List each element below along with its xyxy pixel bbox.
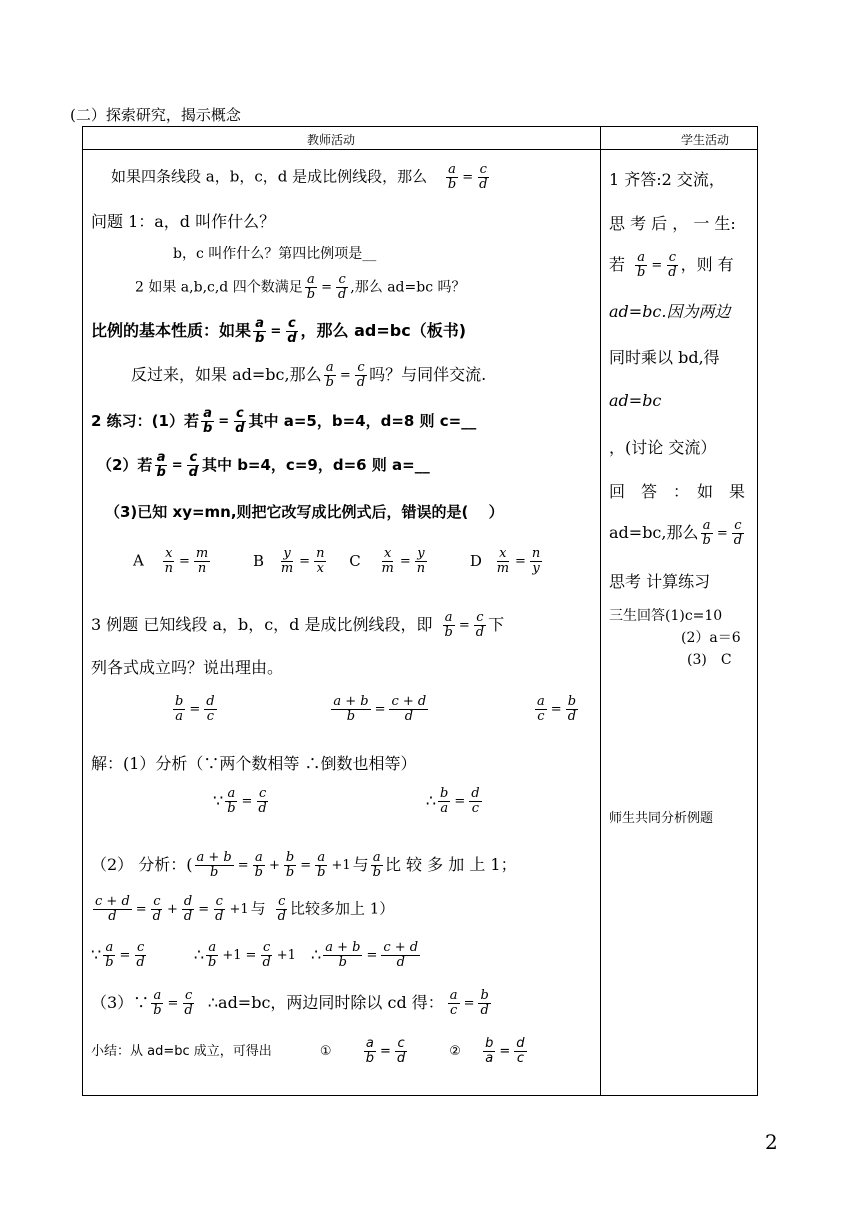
fraction: $\frac{y}{m}$ xyxy=(280,546,294,576)
fraction: $\frac{c + d}{d}$ xyxy=(391,694,427,724)
fraction: $\frac{a + b}{b}$ xyxy=(325,940,361,970)
fraction: $\frac{c}{d}$ xyxy=(262,940,271,970)
exercise-2: （2）若 $\frac{a}{b}$ = $\frac{c}{d}$ 其中 b=4，c=9，d=6 则 a=__ xyxy=(97,450,430,480)
fraction: $\frac{c}{d}$ xyxy=(287,316,297,346)
fraction: $\frac{b}{b}$ xyxy=(285,850,295,880)
fraction: $\frac{b}{a}$ xyxy=(485,1036,494,1066)
fraction: $\frac{n}{x}$ xyxy=(316,546,325,576)
fraction: $\frac{c}{d}$ xyxy=(152,894,161,924)
student-line-10: 思考 计算练习 xyxy=(609,572,711,591)
fraction: $\frac{c}{d}$ xyxy=(668,250,677,280)
student-line-9: ad=bc,那么 $\frac{a}{b}$ = $\frac{c}{d}$ xyxy=(609,518,743,548)
student-line-11: 三生回答(1)c=10 xyxy=(609,608,723,624)
question-2: 2 如果 a,b,c,d 四个数满足 $\frac{a}{b}$ = $\frac{c}{d}$ ,那么 ad=bc 吗？ xyxy=(135,272,466,302)
table-header xyxy=(83,127,757,150)
fraction: $\frac{a}{b}$ xyxy=(306,272,316,302)
fraction: $\frac{b}{d}$ xyxy=(480,988,489,1018)
fraction: $\frac{a}{b}$ xyxy=(365,1036,374,1066)
fraction: $\frac{a}{b}$ xyxy=(702,518,711,548)
fraction: $\frac{d}{c}$ xyxy=(206,694,215,724)
fraction: $\frac{a}{b}$ xyxy=(105,940,114,970)
fraction: $\frac{a}{b}$ xyxy=(317,850,326,880)
column-divider xyxy=(600,127,601,1095)
option-a-label: A xyxy=(133,551,144,570)
fraction: $\frac{a}{b}$ xyxy=(444,610,453,640)
solution-1: 解：(1）分析（∵两个数相等 ∴倒数也相等） xyxy=(91,754,417,773)
page-number: 2 xyxy=(765,1130,778,1154)
header-teacher: 教师活动 xyxy=(307,133,356,147)
solution-3: （3）∵ $\frac{a}{b}$ = $\frac{c}{d}$ ∴ad=bc，两边同时除以 cd 得： $\frac{a}{c}$ = $\frac{b}{d}$ xyxy=(91,988,489,1018)
solution-2b: $\frac{c + d}{d}$ = $\frac{c}{d}$ + $\frac{d}{d}$ = $\frac{c}{d}$ +1 与 $\frac{c}{d}$ 比较多加上 1） xyxy=(95,894,395,924)
fraction: $\frac{x}{m}$ xyxy=(381,546,394,576)
fraction: $\frac{c}{d}$ xyxy=(235,406,245,436)
fraction: $\frac{c}{d}$ xyxy=(277,894,286,924)
student-line-7: ，(讨论 交流） xyxy=(609,438,717,457)
fraction: $\frac{c}{d}$ xyxy=(184,988,193,1018)
fraction: $\frac{c}{d}$ xyxy=(396,1036,406,1066)
fraction: $\frac{a}{b}$ xyxy=(255,316,265,346)
option-d-label: D xyxy=(469,551,482,570)
converse-line: 反过来，如果 ad=bc,那么 $\frac{a}{b}$ = $\frac{c}{d}$ 吗？与同伴交流. xyxy=(131,360,487,390)
fraction: $\frac{b}{d}$ xyxy=(567,694,577,724)
fraction: $\frac{b}{a}$ xyxy=(175,694,184,724)
fraction: $\frac{d}{d}$ xyxy=(183,894,193,924)
question-1b: b，c 叫作什么？第四比例项是__ xyxy=(173,246,377,262)
option-c-label: C xyxy=(349,551,361,570)
fraction: $\frac{c}{d}$ xyxy=(337,272,347,302)
fraction: $\frac{d}{c}$ xyxy=(471,786,480,816)
fraction: $\frac{a}{b}$ xyxy=(372,850,381,880)
fraction: $\frac{a}{b}$ xyxy=(254,850,263,880)
fraction: $\frac{c}{d}$ xyxy=(356,360,366,390)
fraction: $\frac{a + b}{b}$ xyxy=(196,850,232,880)
fraction: $\frac{a}{b}$ xyxy=(447,162,457,192)
fraction: $\frac{y}{n}$ xyxy=(416,546,426,576)
fraction: $\frac{c}{d}$ xyxy=(475,610,485,640)
fraction: $\frac{n}{y}$ xyxy=(531,546,541,576)
student-line-3: 若 $\frac{a}{b}$ = $\frac{c}{d}$ ，则 有 xyxy=(609,250,734,280)
student-line-14: 师生共同分析例题 xyxy=(609,811,714,826)
fraction: $\frac{c + d}{d}$ xyxy=(383,940,419,970)
fraction: $\frac{c}{d}$ xyxy=(258,786,267,816)
student-line-5: 同时乘以 bd,得 xyxy=(609,348,720,367)
student-line-2: 思 考 后 ， 一 生: xyxy=(609,214,736,233)
student-line-13: (3) C xyxy=(687,652,732,668)
student-line-6: ad=bc xyxy=(609,391,662,410)
section-title: (二）探索研究，揭示概念 xyxy=(70,106,241,124)
fraction: $\frac{a}{b}$ xyxy=(156,450,166,480)
student-line-1: 1 齐答:2 交流， xyxy=(609,170,725,189)
fraction: $\frac{a}{b}$ xyxy=(637,250,646,280)
options-row: A $\frac{x}{n}$ = $\frac{m}{n}$ B $\frac{y}{m}$ = $\frac{n}{x}$ C $\frac{x}{m}$ = $\frac{y}{n}$ D $\frac{x}{m}$ = $\frac{n}{y}$ xyxy=(133,546,541,576)
exercise-1: 2 练习：(1）若 $\frac{a}{b}$ = $\frac{c}{d}$ 其中 a=5，b=4，d=8 则 c=__ xyxy=(91,406,477,436)
fraction: $\frac{a}{c}$ xyxy=(449,988,458,1018)
option-b-label: B xyxy=(253,551,265,570)
fraction: $\frac{b}{a}$ xyxy=(440,786,449,816)
lesson-table xyxy=(82,126,758,1096)
example-formulas: $\frac{b}{a}$ = $\frac{d}{c}$ $\frac{a + b}{b}$ = $\frac{c + d}{d}$ $\frac{a}{c}$ = $\frac{b}{d}$ xyxy=(175,694,577,724)
student-line-12: (2）a＝6 xyxy=(681,630,741,646)
exercise-3: （3)已知 xy=mn,则把它改写成比例式后，错误的是( ） xyxy=(105,503,504,521)
fraction: $\frac{x}{m}$ xyxy=(496,546,510,576)
question-1: 问题 1：a，d 叫作什么？ xyxy=(91,212,276,231)
fraction: $\frac{c}{d}$ xyxy=(136,940,145,970)
solution-2: （2） 分析：( $\frac{a + b}{b}$ = $\frac{a}{b}$ + $\frac{b}{b}$ = $\frac{a}{b}$ +1 与 $\frac{a}{b}$ 比 较 多 加 上 1； xyxy=(91,850,517,880)
example-line-2: 列各式成立吗？说出理由。 xyxy=(91,658,284,677)
fraction: $\frac{c}{d}$ xyxy=(215,894,224,924)
example-line: 3 例题 已知线段 a，b，c，d 是成比例线段，即 $\frac{a}{b}$ = $\frac{c}{d}$ 下 xyxy=(91,610,505,640)
fraction: $\frac{m}{n}$ xyxy=(195,546,209,576)
fraction: $\frac{a}{b}$ xyxy=(325,360,334,390)
fraction: $\frac{a}{b}$ xyxy=(153,988,162,1018)
fraction: $\frac{a}{b}$ xyxy=(202,406,213,436)
student-line-4: ad=bc.因为两边 xyxy=(609,302,731,321)
fraction: $\frac{c}{d}$ xyxy=(733,518,743,548)
intro-line: 如果四条线段 a，b，c，d 是成比例线段，那么 $\frac{a}{b}$ = $\frac{c}{d}$ xyxy=(111,162,488,192)
fraction: $\frac{a}{b}$ xyxy=(227,786,236,816)
solution-2c: ∵ $\frac{a}{b}$ = $\frac{c}{d}$ ∴ $\frac{a}{b}$ +1 = $\frac{c}{d}$ +1 ∴ $\frac{a + b}{b}$ = $\frac{c + d}{d}$ xyxy=(91,940,419,970)
fraction: $\frac{a}{c}$ xyxy=(537,694,545,724)
fraction: $\frac{d}{c}$ xyxy=(516,1036,525,1066)
summary: 小结：从 ad=bc 成立，可得出 ① $\frac{a}{b}$ = $\frac{c}{d}$ ② $\frac{b}{a}$ = $\frac{d}{c}$ xyxy=(91,1036,525,1066)
fraction: $\frac{a + b}{b}$ xyxy=(333,694,369,724)
solution-1-math: ∵ $\frac{a}{b}$ = $\frac{c}{d}$ ∴ $\frac{b}{a}$ = $\frac{d}{c}$ xyxy=(213,786,480,816)
student-line-8: 回 答 ： 如 果 xyxy=(609,482,746,501)
basic-property: 比例的基本性质：如果 $\frac{a}{b}$ = $\frac{c}{d}$ ，那么 ad=bc（板书) xyxy=(91,316,467,346)
fraction: $\frac{x}{n}$ xyxy=(164,546,173,576)
header-student: 学生活动 xyxy=(681,133,730,147)
fraction: $\frac{a}{b}$ xyxy=(208,940,217,970)
fraction: $\frac{c + d}{d}$ xyxy=(95,894,130,924)
fraction: $\frac{c}{d}$ xyxy=(188,450,198,480)
fraction: $\frac{c}{d}$ xyxy=(479,162,488,192)
